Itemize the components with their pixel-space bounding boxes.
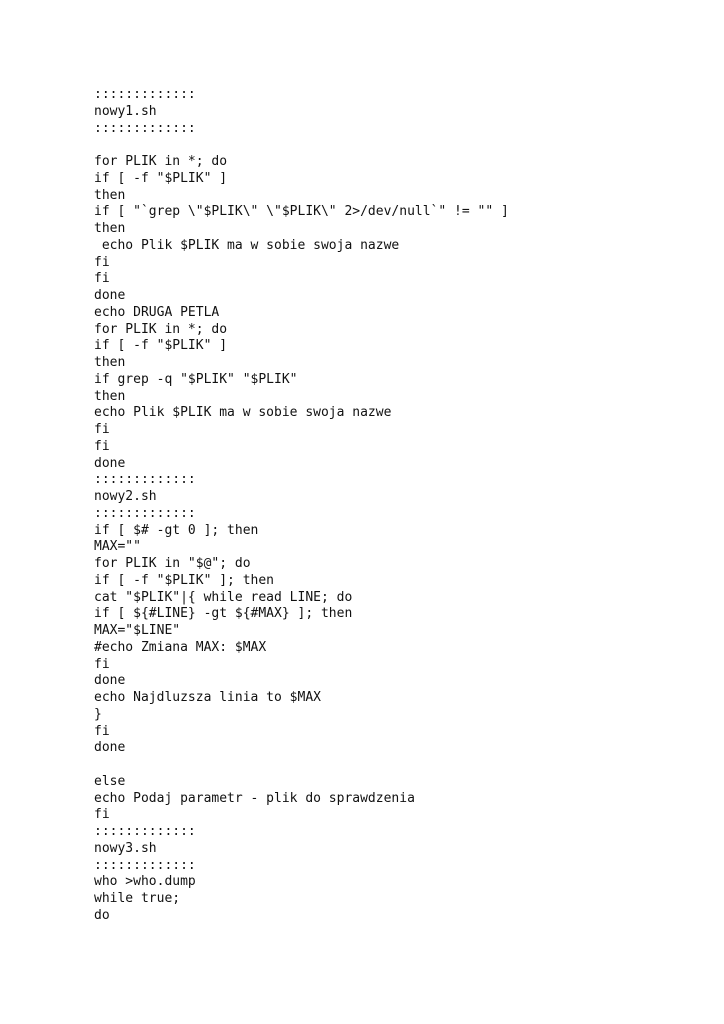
code-line: done (94, 288, 126, 303)
code-line: fi (94, 422, 110, 437)
code-line: ::::::::::::: (94, 87, 196, 102)
code-line: if [ -f "$PLIK" ] (94, 170, 228, 186)
code-line: then (94, 355, 126, 370)
code-line: for PLIK in "$@"; do (94, 556, 251, 571)
code-line: do (94, 907, 110, 923)
code-line: MAX="" (94, 539, 141, 555)
code-line: fi (94, 656, 110, 672)
code-line: echo Najdluzsza linia to $MAX (94, 690, 321, 705)
code-line: if [ -f "$PLIK" ] (94, 338, 228, 354)
code-line: nowy2.sh (94, 489, 157, 504)
code-line: for PLIK in *; do (94, 154, 228, 169)
code-line: if [ ${#LINE} -gt ${#MAX} ]; then (94, 606, 353, 622)
code-line: echo Plik $PLIK ma w sobie swoja nazwe (94, 237, 400, 253)
code-line: else (94, 773, 126, 789)
code-line: then (94, 221, 126, 236)
code-line: ::::::::::::: (94, 857, 196, 873)
code-line: echo Podaj parametr - plik do sprawdzenia (94, 790, 415, 806)
code-line: } (94, 706, 102, 722)
code-line: ::::::::::::: (94, 120, 196, 136)
code-line: echo DRUGA PETLA (94, 304, 220, 320)
code-line: while true; (94, 891, 181, 906)
code-line: nowy1.sh (94, 103, 157, 119)
code-line: fi (94, 254, 110, 270)
code-line: if [ "`grep \"$PLIK\" \"$PLIK\" 2>/dev/null`" != "" ] (94, 204, 509, 220)
script-listing (94, 87, 509, 925)
code-line: fi (94, 271, 110, 287)
code-line: MAX="$LINE" (94, 623, 181, 638)
code-line: if grep -q "$PLIK" "$PLIK" (94, 371, 298, 387)
code-line: fi (94, 807, 110, 823)
code-line: fi (94, 438, 110, 454)
code-line: ::::::::::::: (94, 824, 196, 839)
code-line: if [ -f "$PLIK" ]; then (94, 572, 275, 588)
code-line: done (94, 455, 126, 471)
code-line: cat "$PLIK"|{ while read LINE; do (94, 589, 353, 605)
code-line: then (94, 187, 126, 203)
code-line: echo Plik $PLIK ma w sobie swoja nazwe (94, 405, 392, 421)
code-line (94, 137, 509, 154)
code-line: ::::::::::::: (94, 505, 196, 521)
code-line: then (94, 388, 126, 404)
code-line: done (94, 673, 126, 689)
code-line: #echo Zmiana MAX: $MAX (94, 639, 267, 655)
code-line: fi (94, 723, 110, 739)
code-line: who >who.dump (94, 874, 196, 890)
code-line: done (94, 740, 126, 756)
code-line: for PLIK in *; do (94, 321, 228, 337)
code-line: nowy3.sh (94, 840, 157, 856)
code-line: ::::::::::::: (94, 472, 196, 488)
code-line: if [ $# -gt 0 ]; then (94, 522, 259, 538)
code-line (94, 757, 509, 774)
